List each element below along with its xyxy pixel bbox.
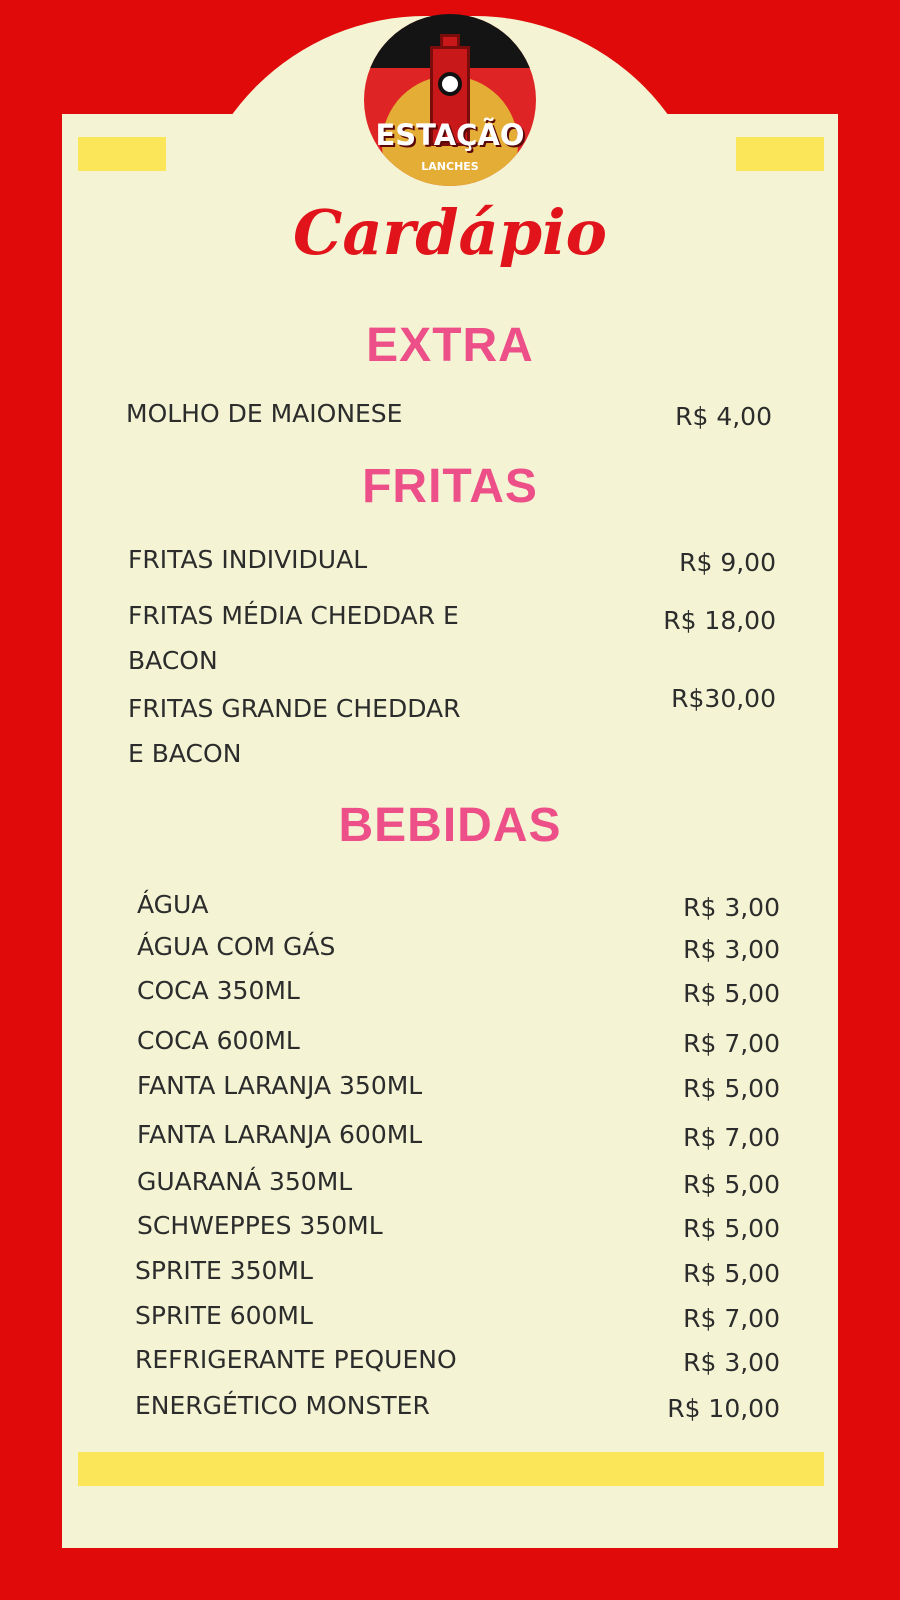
menu-item-name: SPRITE 350ML <box>135 1256 313 1285</box>
menu-item-price: R$30,00 <box>671 684 776 713</box>
menu-item-price: R$ 7,00 <box>683 1304 780 1333</box>
logo-brand-name: ESTAÇÃO <box>375 118 525 152</box>
menu-item-name: REFRIGERANTE PEQUENO <box>135 1345 457 1374</box>
section-heading-bebidas: BEBIDAS <box>338 799 562 852</box>
menu-item-name: COCA 600ML <box>137 1026 300 1055</box>
menu-title: Cardápio <box>293 196 607 269</box>
menu-item-price: R$ 9,00 <box>679 548 776 577</box>
menu-item-name-cont: BACON <box>128 646 218 675</box>
menu-item-name: SPRITE 600ML <box>135 1301 313 1330</box>
menu-item-name: FANTA LARANJA 600ML <box>137 1120 423 1149</box>
section-heading-fritas: FRITAS <box>362 460 538 513</box>
menu-item-name: GUARANÁ 350ML <box>137 1167 353 1196</box>
menu-item-price: R$ 5,00 <box>683 1259 780 1288</box>
menu-item-price: R$ 3,00 <box>683 893 780 922</box>
menu-item-price: R$ 4,00 <box>675 402 772 431</box>
menu-item-price: R$ 5,00 <box>683 1170 780 1199</box>
menu-item-price: R$ 18,00 <box>663 606 776 635</box>
bottom-accent-bar <box>78 1452 824 1486</box>
menu-item-price: R$ 5,00 <box>683 1214 780 1243</box>
top-right-accent-bar <box>736 137 824 171</box>
menu-item-name: COCA 350ML <box>137 976 300 1005</box>
menu-item-name: ÁGUA COM GÁS <box>137 932 336 961</box>
menu-item-price: R$ 5,00 <box>683 1074 780 1103</box>
menu-item-price: R$ 5,00 <box>683 979 780 1008</box>
menu-item-price: R$ 3,00 <box>683 1348 780 1377</box>
section-heading-extra: EXTRA <box>366 319 534 372</box>
menu-item-name: FRITAS MÉDIA CHEDDAR E <box>128 601 459 630</box>
menu-item-name: FRITAS INDIVIDUAL <box>128 545 368 574</box>
menu-item-name: ENERGÉTICO MONSTER <box>135 1391 430 1420</box>
top-left-accent-bar <box>78 137 166 171</box>
logo-brand-sub: LANCHES <box>421 160 479 173</box>
menu-item-name: FANTA LARANJA 350ML <box>137 1071 423 1100</box>
menu-item-name: FRITAS GRANDE CHEDDAR <box>128 694 461 723</box>
menu-item-price: R$ 7,00 <box>683 1123 780 1152</box>
menu-item-name: SCHWEPPES 350ML <box>137 1211 383 1240</box>
menu-item-price: R$ 3,00 <box>683 935 780 964</box>
menu-item-price: R$ 7,00 <box>683 1029 780 1058</box>
clock-icon <box>438 72 462 96</box>
menu-item-name: ÁGUA <box>137 890 209 919</box>
menu-item-name-cont: E BACON <box>128 739 242 768</box>
menu-item-price: R$ 10,00 <box>667 1394 780 1423</box>
menu-item-name: MOLHO DE MAIONESE <box>126 399 403 428</box>
estacao-lanches-logo <box>364 14 536 186</box>
